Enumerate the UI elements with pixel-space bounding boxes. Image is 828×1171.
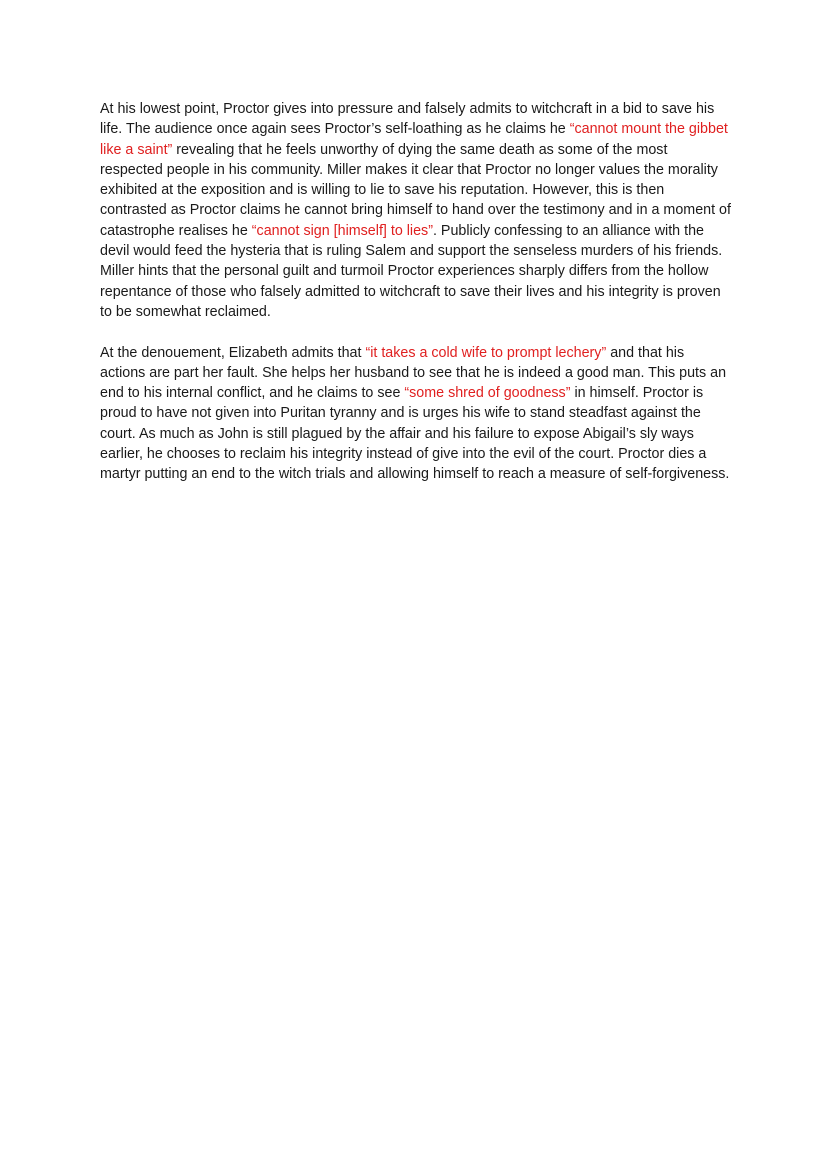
paragraph-1 bbox=[100, 99, 732, 322]
quote-gibbet: “cannot mount the gibbet like a saint” bbox=[100, 121, 728, 158]
paragraph-1-text: . Publicly confessing to an alliance with the devil would feed the hysteria that is ruling Salem and support the senseless murders of his friends. Miller hints that the personal guilt and turmoil Proctor experiences sharply differs from the hollow repentance of those who falsely admitted to witchcraft to save their lives and his integrity is proven to be somewhat reclaimed. bbox=[100, 222, 723, 320]
quote-cold-wife: “it takes a cold wife to prompt lechery” bbox=[365, 344, 607, 361]
paragraph-1-text: revealing that he feels unworthy of dying the same death as some of the most respected people in his community. Miller makes it clear that Proctor no longer values the morality exhibited at the exposition and is willing to lie to save his reputation. However, this is then contrasted as Proctor claims he cannot bring himself to hand over the testimony and in a moment of catastrophe realises he bbox=[100, 141, 731, 239]
paragraph-2-text: in himself. Proctor is proud to have not given into Puritan tyranny and is urges his wife to stand steadfast against the court. As much as John is still plagued by the affair and his failure to expose Abigail’s sly ways earlier, he chooses to reclaim his integrity instead of give into the evil of the court. Proctor dies a martyr putting an end to the witch trials and allowing himself to reach a measure of self-forgiveness. bbox=[100, 385, 730, 483]
quote-shred-goodness: “some shred of goodness” bbox=[404, 385, 571, 402]
paragraph-2 bbox=[100, 343, 732, 485]
document-body bbox=[100, 99, 732, 485]
paragraph-2-text: At the denouement, Elizabeth admits that bbox=[100, 344, 366, 361]
paragraph-2-text: and that his actions are part her fault. She helps her husband to see that he is indeed a good man. This puts an end to his internal conflict, and he claims to see bbox=[100, 344, 727, 402]
quote-sign-lies: “cannot sign [himself] to lies” bbox=[251, 222, 433, 239]
paragraph-1-text: At his lowest point, Proctor gives into pressure and falsely admits to witchcraft in a bid to save his life. The audience once again sees Proctor’s self-loathing as he claims he bbox=[100, 101, 715, 138]
